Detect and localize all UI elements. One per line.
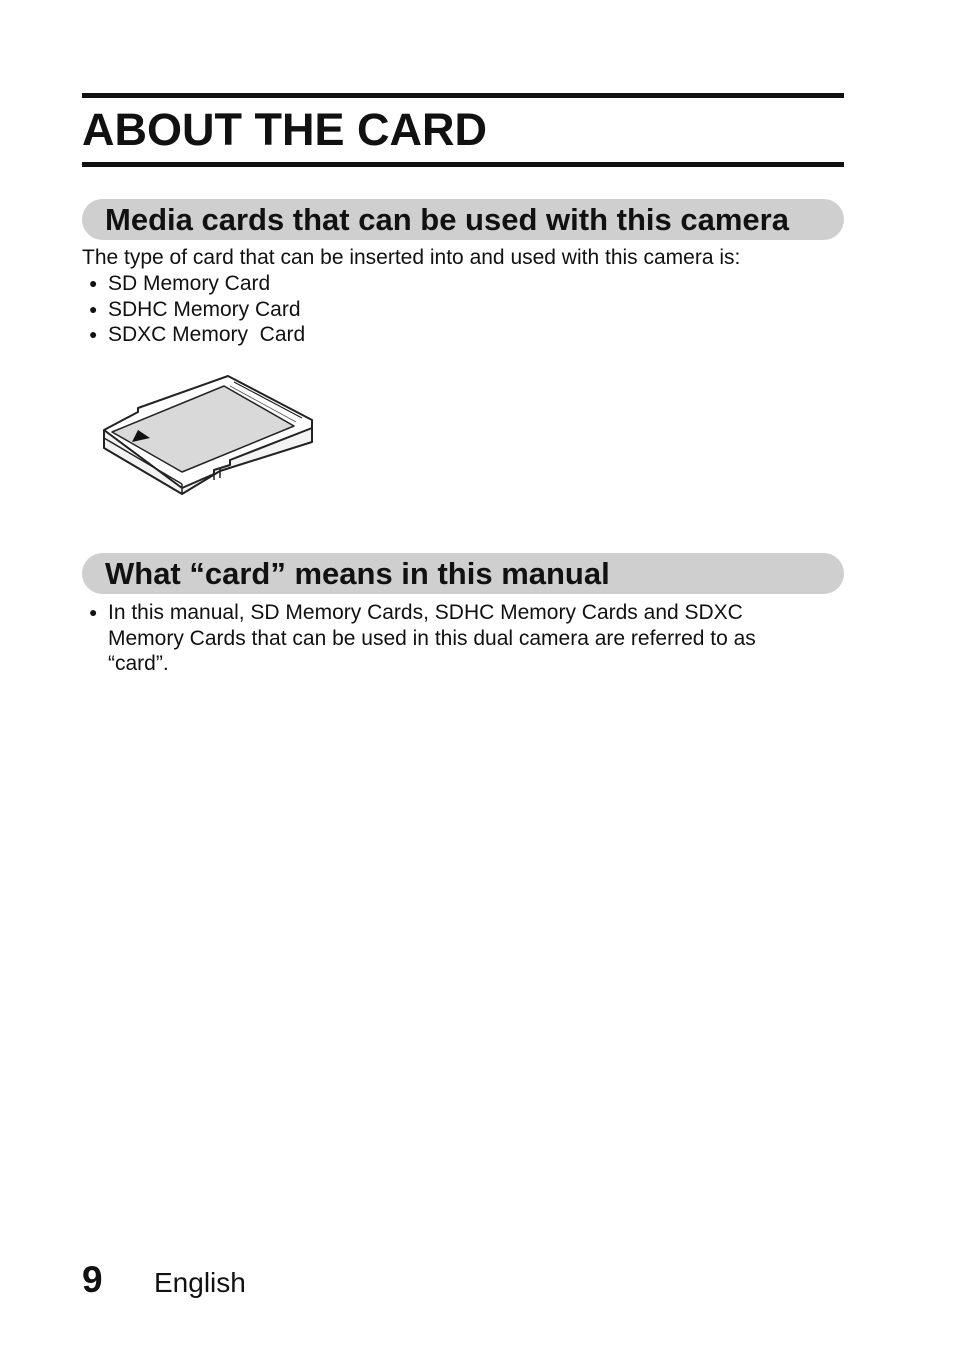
section-header-card-meaning (82, 553, 844, 594)
list-item: ● SDXC Memory Card (82, 322, 305, 348)
section-heading-media-cards: Media cards that can be used with this camera (105, 202, 789, 237)
page-title-block (82, 93, 844, 167)
section-header-media-cards (82, 199, 844, 240)
intro-text: The type of card that can be inserted into and used with this camera is: (82, 246, 741, 269)
page-title: ABOUT THE CARD (82, 104, 487, 155)
card-meaning-list (82, 600, 813, 677)
sd-card-illustration-icon (98, 370, 320, 502)
list-item: ● SD Memory Card (82, 271, 305, 297)
list-item: ● SDHC Memory Card (82, 297, 305, 323)
list-item: ● In this manual, SD Memory Cards, SDHC Memory Cards and SDXC Memory Cards that can be used in this dual camera are referred to as “card”. (82, 600, 813, 677)
page-number: 9 (82, 1259, 103, 1300)
language-label: English (154, 1267, 246, 1298)
card-type-list (82, 271, 305, 348)
section-heading-card-meaning: What “card” means in this manual (105, 556, 610, 591)
